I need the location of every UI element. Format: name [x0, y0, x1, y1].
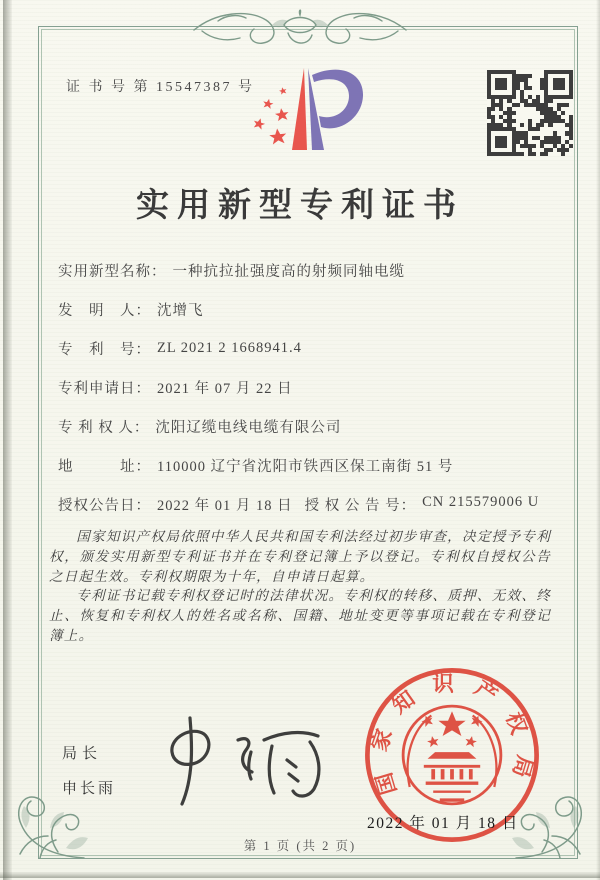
body-paragraph: 专利证书记载专利权登记时的法律状况。专利权的转移、质押、无效、终止、恢复和专利权人的姓名或名称、国籍、地址变更等事项记载在专利登记簿上。: [49, 588, 551, 643]
field-value: 沈增飞: [157, 303, 204, 319]
director-name: 申长雨: [62, 781, 117, 797]
field-row-filing-date: [58, 368, 550, 407]
scan-edge-right: [596, 0, 600, 880]
certificate-number: 证 书 号 第 15547387 号: [66, 80, 255, 95]
field-row-patent-number: [58, 329, 550, 368]
seal-ring-text: 国家知识产权局: [366, 671, 538, 798]
cnipa-logo-icon: [246, 58, 380, 168]
qr-code: [487, 70, 573, 156]
field-list: [58, 251, 550, 524]
director-title: 局长: [62, 746, 103, 762]
field-label: 实用新型名称：: [58, 264, 167, 280]
page-title: 实用新型专利证书: [136, 188, 464, 224]
grant-number-pair: [305, 494, 540, 515]
grant-date-label: 授权公告日：: [58, 498, 151, 514]
field-label: 专 利 权 人：: [58, 420, 150, 436]
scan-edge-bottom: [0, 872, 600, 878]
field-value: 110000 辽宁省沈阳市铁西区保工南街 51 号: [157, 459, 454, 475]
field-label: 发 明 人：: [58, 303, 151, 319]
director-signature-icon: [150, 712, 328, 810]
field-label: 专利申请日：: [58, 381, 151, 397]
page-number: 第 1 页 (共 2 页): [243, 839, 357, 853]
field-value: 沈阳辽缆电线电缆有限公司: [155, 420, 342, 436]
field-value: ZL 2021 2 1668941.4: [157, 340, 302, 356]
field-row-patentee: [58, 407, 550, 446]
dragon-ornament-icon: [188, 3, 412, 53]
scan-edge-left: [3, 0, 12, 880]
grant-number-label: 授 权 公 告 号：: [304, 498, 417, 514]
field-row-address: [58, 446, 550, 485]
field-label: 专 利 号：: [58, 342, 151, 358]
grant-date-value: 2022 年 01 月 18 日: [157, 498, 293, 514]
field-value: 一种抗拉扯强度高的射频同轴电缆: [172, 264, 405, 280]
grant-number-value: CN 215579006 U: [422, 494, 540, 510]
body-paragraph: 国家知识产权局依照中华人民共和国专利法经过初步审查，决定授予专利权，颁发实用新型专利证书并在专利登记簿上予以登记。专利权自授权公告之日起生效。专利权期限为十年，自申请日起算。: [49, 529, 551, 584]
field-value: 2021 年 07 月 22 日: [157, 381, 293, 397]
field-row-invention-name: [58, 251, 550, 290]
field-row-inventor: [58, 290, 550, 329]
legal-text: [49, 527, 551, 646]
field-row-grant: [58, 485, 550, 524]
seal-date: 2022 年 01 月 18 日: [367, 815, 519, 832]
field-label: 地 址：: [58, 459, 151, 475]
